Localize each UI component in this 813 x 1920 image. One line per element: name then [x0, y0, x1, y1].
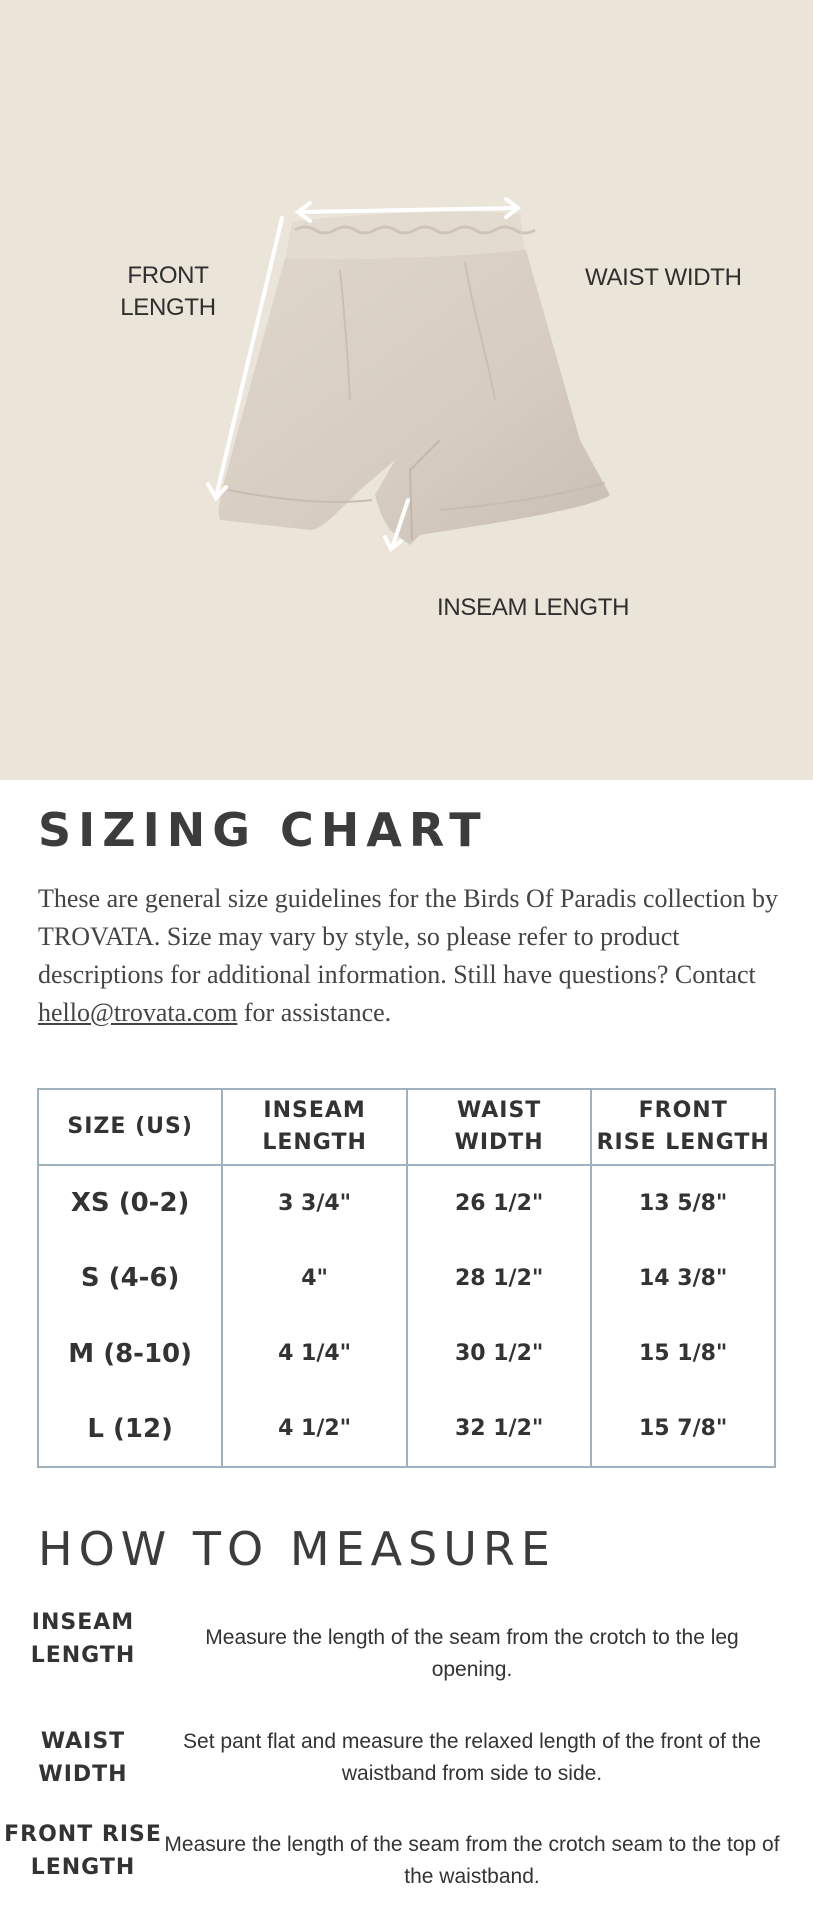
size-cell: S (4-6): [38, 1241, 222, 1317]
front-length-label: FRONT LENGTH: [120, 262, 216, 321]
sizing-table: [37, 1088, 776, 1468]
rise-cell: 14 3/8": [591, 1241, 775, 1317]
inseam-cell: 4 1/4": [222, 1316, 407, 1392]
measure-label: FRONT RISE LENGTH: [4, 1822, 162, 1880]
inseam-length-label: INSEAM LENGTH: [437, 594, 630, 621]
sizing-chart-title: SIZING CHART: [38, 803, 488, 857]
measure-label: INSEAM LENGTH: [30, 1610, 136, 1668]
table-row: [38, 1392, 775, 1468]
how-to-measure-title: HOW TO MEASURE: [38, 1522, 556, 1576]
header-inseam-length: INSEAM LENGTH: [222, 1089, 407, 1165]
product-image-section: [0, 0, 813, 780]
table-row: [38, 1165, 775, 1241]
intro-text-before-link: These are general size guidelines for the Birds Of Paradis collection by TROVATA. Size may vary by style, so please refer to product descriptions for additional information. Still have questions? Contact: [38, 884, 779, 989]
table-row: [38, 1316, 775, 1392]
sizing-intro-text: [38, 880, 783, 1032]
measure-label: WAIST WIDTH: [38, 1729, 128, 1787]
waist-width-label: WAIST WIDTH: [585, 264, 742, 291]
waist-cell: 30 1/2": [407, 1316, 591, 1392]
header-waist-width: WAIST WIDTH: [407, 1089, 591, 1165]
shorts-illustration: [0, 0, 813, 780]
measure-description: Set pant flat and measure the relaxed length of the front of the waistband from side to side.: [183, 1730, 761, 1785]
size-cell: L (12): [38, 1392, 222, 1468]
table-header-row: [38, 1089, 775, 1165]
header-front-rise-length: FRONT RISE LENGTH: [591, 1089, 775, 1165]
waist-cell: 28 1/2": [407, 1241, 591, 1317]
rise-cell: 15 1/8": [591, 1316, 775, 1392]
table-row: [38, 1241, 775, 1317]
size-cell: XS (0-2): [38, 1165, 222, 1241]
shorts-body-shape: [219, 250, 610, 545]
header-size: SIZE (US): [38, 1089, 222, 1165]
rise-cell: 13 5/8": [591, 1165, 775, 1241]
inseam-cell: 4": [222, 1241, 407, 1317]
waist-cell: 32 1/2": [407, 1392, 591, 1468]
inseam-cell: 4 1/2": [222, 1392, 407, 1468]
rise-cell: 15 7/8": [591, 1392, 775, 1468]
measure-description: Measure the length of the seam from the crotch to the leg opening.: [205, 1626, 739, 1681]
intro-text-after-link: for assistance.: [237, 998, 392, 1027]
measure-description: Measure the length of the seam from the crotch seam to the top of the waistband.: [164, 1833, 780, 1888]
inseam-cell: 3 3/4": [222, 1165, 407, 1241]
waist-cell: 26 1/2": [407, 1165, 591, 1241]
contact-email-link[interactable]: hello@trovata.com: [38, 998, 238, 1027]
size-cell: M (8-10): [38, 1316, 222, 1392]
